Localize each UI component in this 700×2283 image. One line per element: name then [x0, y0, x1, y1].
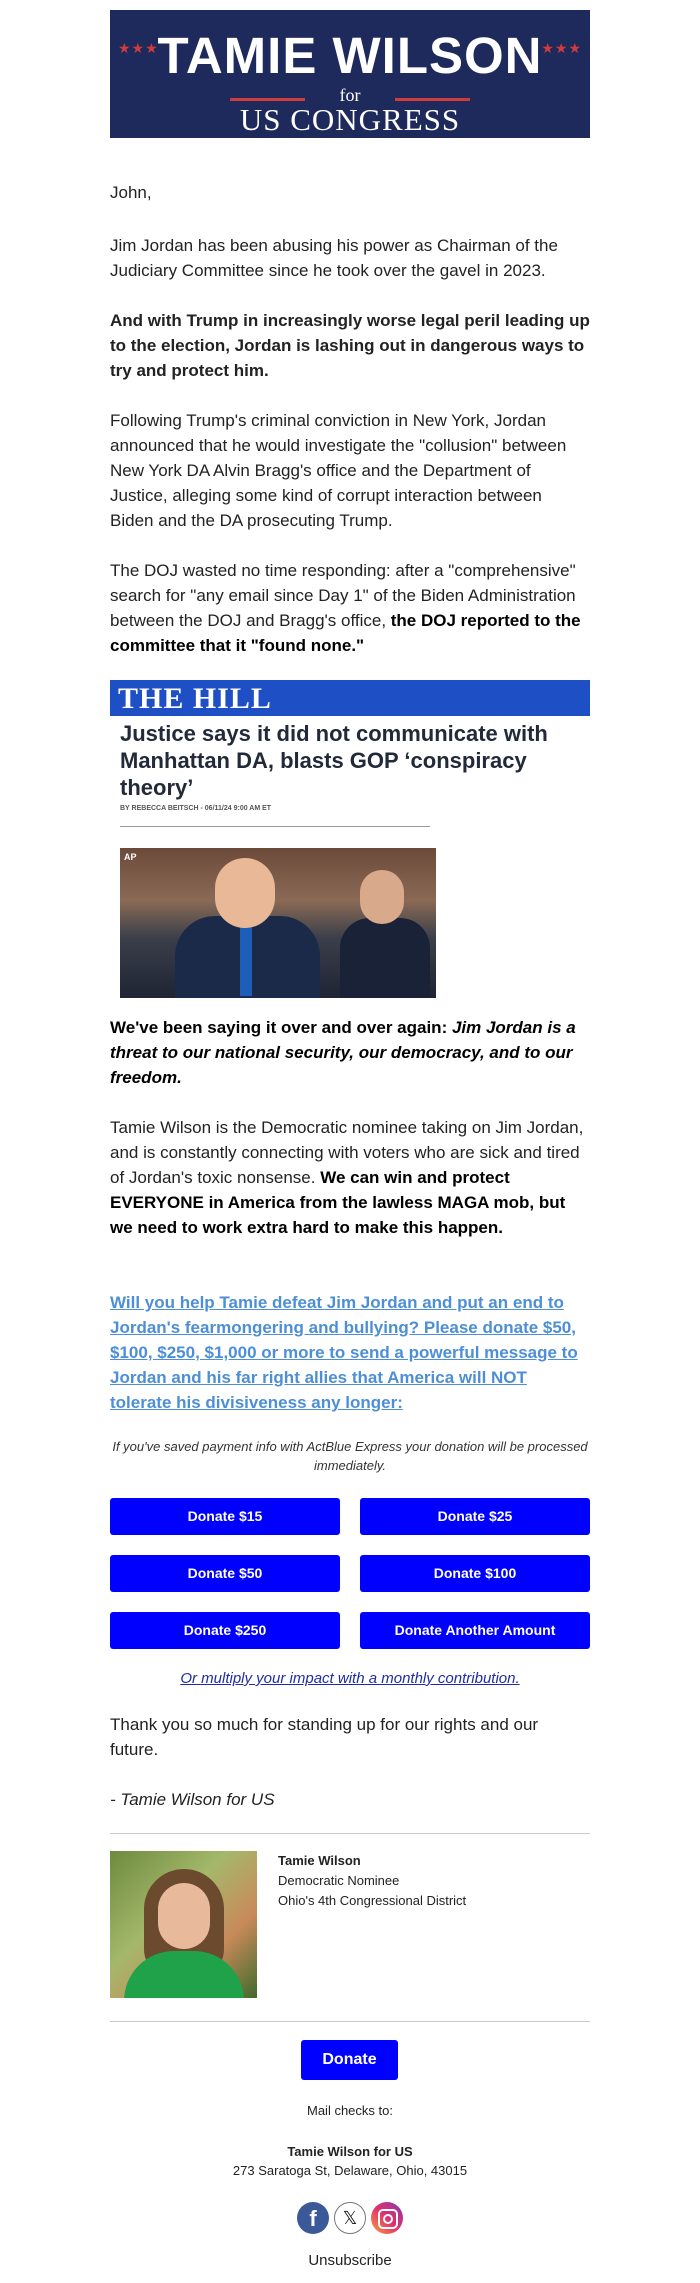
candidate-photo — [110, 1851, 257, 1998]
campaign-header-banner — [110, 10, 590, 138]
donate-100-button[interactable]: Donate $100 — [360, 1555, 590, 1592]
donate-ask-link[interactable]: Will you help Tamie defeat Jim Jordan and put an end to Jordan's fearmongering and bullying? Please donate $50, $100, $250, $1,000 or more to send a powerful message to Jordan and his far right allies that America will NOT tolerate his divisiveness any longer: — [110, 1293, 578, 1412]
signature-district: Ohio's 4th Congressional District — [278, 1893, 467, 1908]
paragraph-4 — [110, 558, 590, 658]
monthly-contribution-link[interactable]: Or multiply your impact with a monthly contribution. — [180, 1670, 520, 1687]
donate-50-button[interactable]: Donate $50 — [110, 1555, 340, 1592]
paragraph-1: Jim Jordan has been abusing his power as Chairman of the Judiciary Committee since he took over the gavel in 2023. — [110, 236, 558, 280]
photo-body — [124, 1951, 244, 1998]
news-article-image — [110, 680, 590, 1000]
photo-figure-tie — [240, 926, 252, 996]
photo-credit: AP — [124, 852, 137, 862]
paragraph-6-bold: We can win and protect EVERYONE in America from the lawless MAGA mob, but we need to work extra hard to make this happen. — [110, 1168, 566, 1237]
mailing-org: Tamie Wilson for US — [287, 2144, 413, 2159]
divider-top — [110, 1833, 590, 1834]
article-headline: Justice says it did not communicate with Manhattan DA, blasts GOP ‘conspiracy theory’ — [120, 721, 548, 800]
paragraph-4-text: The DOJ wasted no time responding: after a "comprehensive" search for "any email since Day 1" of the Biden Administration between the DOJ and Bragg's office, — [110, 561, 576, 630]
divider-bottom — [110, 2021, 590, 2022]
signature-name: Tamie Wilson — [278, 1853, 361, 1868]
instagram-icon[interactable] — [371, 2202, 403, 2234]
paragraph-5-bold-italic: Jim Jordan is a threat to our national security, our democracy, and to our freedom. — [110, 1018, 576, 1087]
footer-donate-button[interactable]: Donate — [301, 2040, 398, 2080]
candidate-name: TAMIE WILSON — [157, 27, 543, 84]
stars-left-icon: ★★★ — [118, 40, 159, 56]
paragraph-5 — [110, 1015, 590, 1090]
article-divider — [120, 826, 430, 827]
actblue-note: If you've saved payment info with ActBlue Express your donation will be processed immediately. — [112, 1439, 588, 1473]
instagram-lens — [383, 2214, 393, 2224]
facebook-icon[interactable]: f — [297, 2202, 329, 2234]
stars-right-icon: ★★★ — [541, 40, 582, 56]
unsubscribe-link[interactable]: Unsubscribe — [308, 2252, 392, 2269]
donate-250-button[interactable]: Donate $250 — [110, 1612, 340, 1649]
photo-figure-center-head — [215, 858, 275, 928]
the-hill-bar — [110, 680, 590, 716]
signature-title: Democratic Nominee — [278, 1873, 400, 1888]
paragraph-2: And with Trump in increasingly worse legal peril leading up to the election, Jordan is lashing out in dangerous ways to try and protect him. — [110, 311, 590, 380]
mail-checks-label: Mail checks to: — [307, 2103, 393, 2118]
photo-face — [158, 1883, 210, 1949]
banner-for: for — [339, 85, 361, 105]
greeting: John, — [110, 183, 152, 202]
banner-office: US CONGRESS — [239, 102, 461, 137]
paragraph-6-text: Tamie Wilson is the Democratic nominee taking on Jim Jordan, and is constantly connecting with voters who are sick and tired of Jordan's toxic nonsense. — [110, 1118, 584, 1187]
donate-25-button[interactable]: Donate $25 — [360, 1498, 590, 1535]
paragraph-4-bold: the DOJ reported to the committee that it "found none." — [110, 611, 581, 655]
photo-figure-right-head — [360, 870, 404, 924]
paragraph-3: Following Trump's criminal conviction in New York, Jordan announced that he would investigate the "collusion" between New York DA Alvin Bragg's office and the Department of Justice, alleging some kind of corrupt interaction between Biden and the DA prosecuting Trump. — [110, 411, 567, 530]
the-hill-logo: THE HILL — [118, 682, 272, 715]
x-icon[interactable]: 𝕏 — [334, 2202, 366, 2234]
paragraph-5-bold: We've been saying it over and over again: — [110, 1018, 452, 1037]
photo-figure-right-body — [340, 918, 430, 998]
mailing-address: 273 Saratoga St, Delaware, Ohio, 43015 — [232, 2163, 468, 2178]
signoff: - Tamie Wilson for US — [110, 1790, 275, 1809]
donate-other-amount-button[interactable]: Donate Another Amount — [360, 1612, 590, 1649]
donate-15-button[interactable]: Donate $15 — [110, 1498, 340, 1535]
divider-line-right — [395, 98, 470, 101]
paragraph-6 — [110, 1115, 590, 1240]
thank-you-text: Thank you so much for standing up for our rights and our future. — [110, 1715, 539, 1759]
courtroom-photo — [120, 848, 436, 998]
article-byline: BY REBECCA BEITSCH - 06/11/24 9:00 AM ET — [120, 805, 272, 812]
